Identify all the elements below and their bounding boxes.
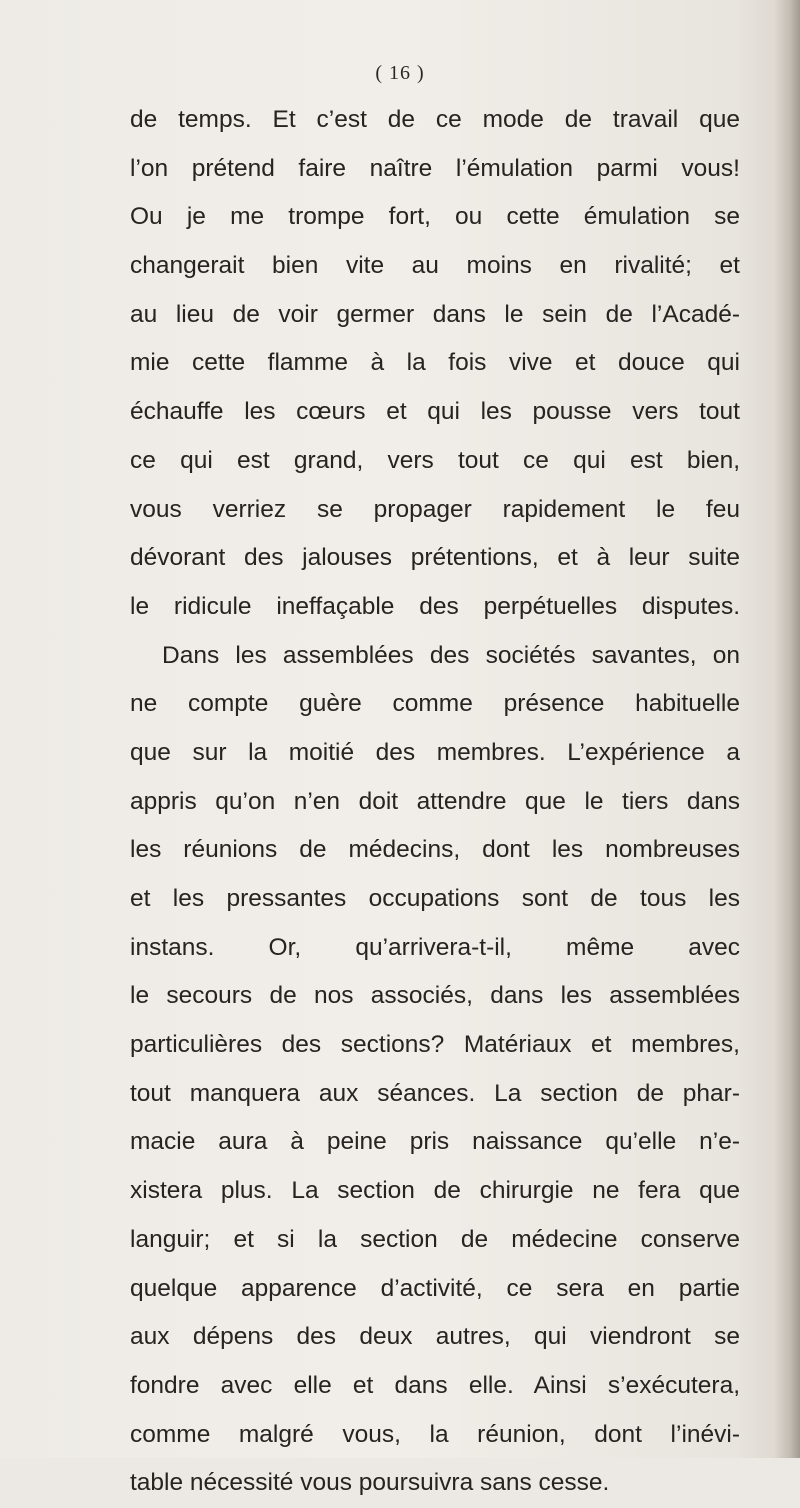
text-line: Dans les assemblées des sociétés savantes, on [162, 641, 740, 669]
text-line: particulières des sections? Matériaux et membres, [130, 1031, 740, 1059]
text-line: échauffe les cœurs et qui les pousse vers tout [130, 398, 740, 426]
body-text [130, 96, 740, 1508]
text-line: quelque apparence d’activité, ce sera en partie [130, 1274, 740, 1302]
text-line: le ridicule ineffaçable des perpétuelles disputes. [130, 592, 740, 620]
text-line: ce qui est grand, vers tout ce qui est bien, [130, 446, 740, 474]
text-line: ne compte guère comme présence habituelle [130, 690, 740, 718]
text-line: l’on prétend faire naître l’émulation parmi vous! [130, 154, 740, 182]
text-line: macie aura à peine pris naissance qu’elle n’e- [130, 1128, 740, 1156]
text-line: les réunions de médecins, dont les nombreuses [130, 836, 740, 864]
page-number: ( 16 ) [375, 62, 425, 84]
text-line: et les pressantes occupations sont de tous les [130, 885, 740, 912]
text-line: vous verriez se propager rapidement le feu [130, 495, 740, 523]
text-line: languir; et si la section de médecine conserve [130, 1225, 740, 1253]
page-edge-shadow [774, 0, 800, 1458]
text-line: le secours de nos associés, dans les assemblées [130, 982, 740, 1010]
text-line: dévorant des jalouses prétentions, et à leur suite [130, 544, 740, 572]
text-line: mie cette flamme à la fois vive et douce qui [130, 349, 740, 377]
text-line: xistera plus. La section de chirurgie ne fera que [130, 1177, 740, 1205]
text-line: instans. Or, qu’arrivera-t-il, même avec [130, 933, 740, 961]
text-line: fondre avec elle et dans elle. Ainsi s’exécutera, [130, 1371, 740, 1399]
text-line: appris qu’on n’en doit attendre que le tiers dans [130, 787, 740, 815]
text-line: que sur la moitié des membres. L’expérience a [130, 738, 740, 766]
text-line: aux dépens des deux autres, qui viendront se [130, 1323, 740, 1351]
text-line: au lieu de voir germer dans le sein de l’Acadé- [130, 300, 740, 328]
text-line: de temps. Et c’est de ce mode de travail que [130, 106, 740, 133]
text-line: table nécessité vous poursuivra sans cesse. [130, 1469, 610, 1497]
text-line: Ou je me trompe fort, ou cette émulation se [130, 203, 740, 231]
text-line: comme malgré vous, la réunion, dont l’inévi- [130, 1420, 740, 1448]
text-line: changerait bien vite au moins en rivalité; et [130, 252, 740, 280]
text-line: tout manquera aux séances. La section de phar- [130, 1079, 740, 1107]
